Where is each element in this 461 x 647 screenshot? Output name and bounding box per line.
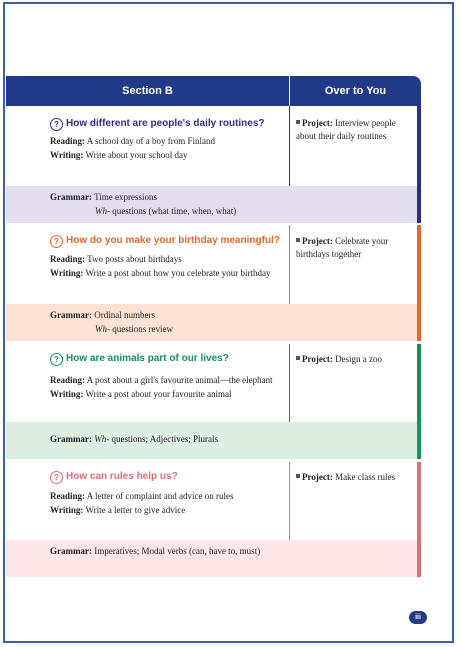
unit-question: ? How can rules help us? xyxy=(50,471,178,484)
column-divider xyxy=(289,462,290,540)
column-divider xyxy=(289,344,290,422)
unit-1 xyxy=(6,106,421,223)
project-cell: Project: Celebrate your birthdays together xyxy=(296,236,389,259)
grammar-line-2: Wh- questions review xyxy=(95,324,173,334)
unit-1-side-bar xyxy=(417,106,421,223)
unit-2 xyxy=(6,225,421,341)
grammar-band xyxy=(6,422,417,459)
question-bubble-icon: ? xyxy=(50,118,63,131)
bullet-icon xyxy=(296,474,300,478)
project-cell: Project: Design a zoo xyxy=(296,353,416,366)
header-section-b: Section B xyxy=(122,85,173,97)
unit-question: ? How do you make your birthday meaningful? xyxy=(50,235,280,248)
question-bubble-icon: ? xyxy=(50,353,63,366)
grammar-line: Grammar: Wh- questions; Adjectives; Plurals xyxy=(50,434,218,444)
question-bubble-icon: ? xyxy=(50,235,63,248)
column-divider xyxy=(289,225,290,304)
unit-3 xyxy=(6,344,421,459)
bullet-icon xyxy=(296,238,300,242)
reading-line: Reading: Two posts about birthdays xyxy=(50,254,182,264)
unit-question: ? How are animals part of our lives? xyxy=(50,353,229,366)
grammar-line: Grammar: Time expressions xyxy=(50,192,157,202)
header-over-to-you: Over to You xyxy=(324,85,387,97)
unit-question: ? How different are people's daily routines? xyxy=(50,118,265,131)
grammar-line: Grammar: Ordinal numbers xyxy=(50,310,155,320)
writing-line: Writing: Write about your school day xyxy=(50,150,188,160)
column-divider xyxy=(289,106,290,186)
project-cell: Project: Interview people about their daily routines xyxy=(296,118,396,141)
page-number: iii xyxy=(409,611,427,624)
table-header xyxy=(6,76,421,106)
project-cell: Project: Make class rules xyxy=(296,471,416,484)
writing-line: Writing: Write a post about your favourite animal xyxy=(50,389,232,399)
bullet-icon xyxy=(296,356,300,360)
reading-line: Reading: A school day of a boy from Finland xyxy=(50,136,216,146)
grammar-band xyxy=(6,540,417,577)
reading-line: Reading: A letter of complaint and advice on rules xyxy=(50,491,234,501)
writing-line: Writing: Write a letter to give advice xyxy=(50,505,186,515)
unit-2-side-bar xyxy=(417,225,421,341)
grammar-line-2: Wh- questions (what time, when, what) xyxy=(95,206,237,216)
grammar-band xyxy=(6,304,417,341)
question-bubble-icon: ? xyxy=(50,471,63,484)
unit-3-side-bar xyxy=(417,344,421,459)
unit-4-side-bar xyxy=(417,462,421,577)
grammar-line: Grammar: Imperatives; Modal verbs (can, have to, must) xyxy=(50,546,261,556)
unit-4 xyxy=(6,462,421,577)
bullet-icon xyxy=(296,120,300,124)
writing-line: Writing: Write a post about how you celebrate your birthday xyxy=(50,268,271,278)
grammar-band xyxy=(6,186,417,223)
reading-line: Reading: A post about a girl's favourite animal—the elephant xyxy=(50,375,273,385)
